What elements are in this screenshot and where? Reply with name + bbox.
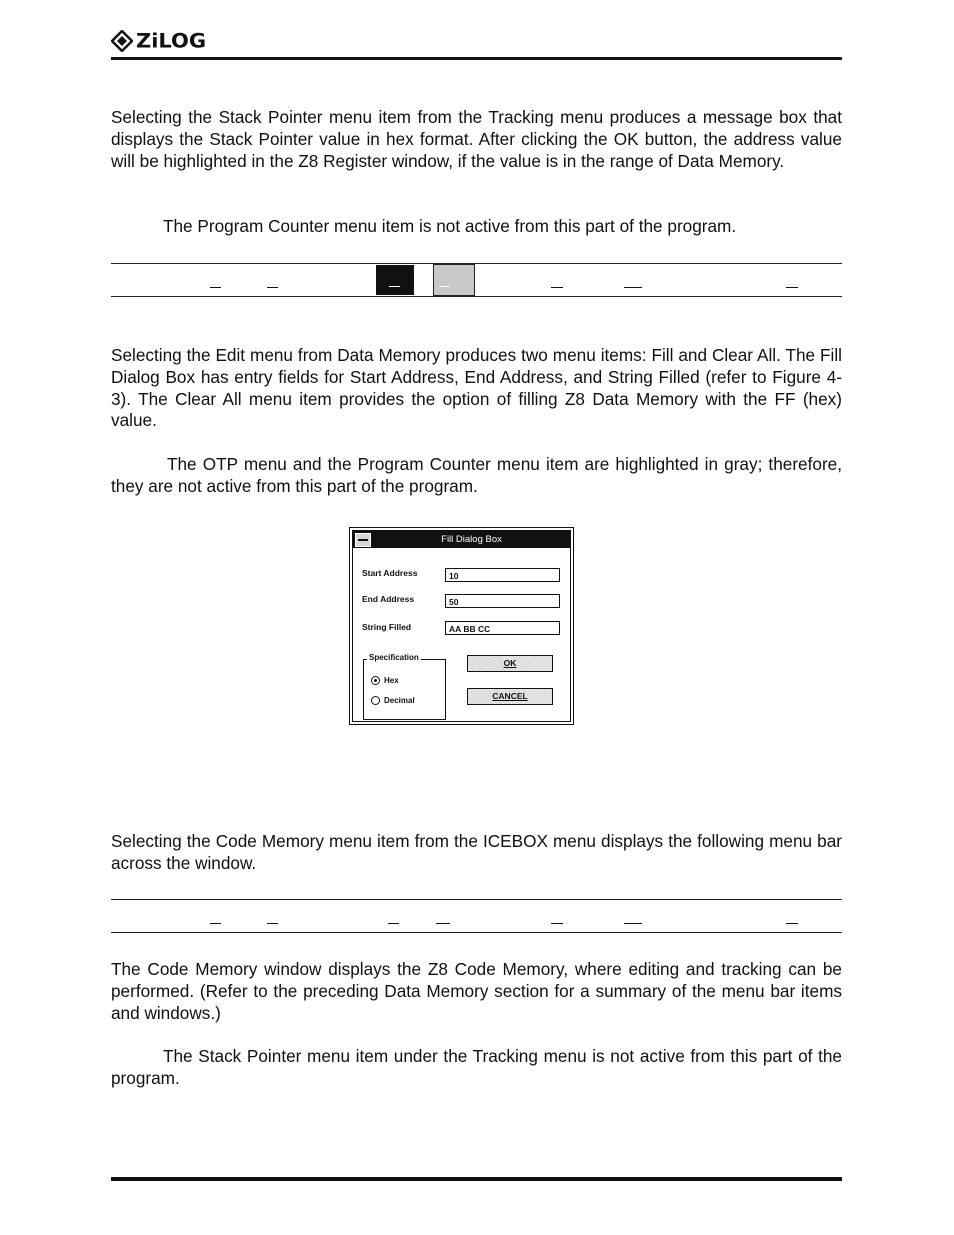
menu-underline <box>786 923 798 924</box>
paragraph-otp-note: The OTP menu and the Program Counter menu item are highlighted in gray; therefore, they are not active from this part of the program. <box>111 454 842 496</box>
header-rule <box>111 57 842 60</box>
zilog-logo <box>111 29 206 53</box>
logo-text: ZiLOG <box>136 29 207 53</box>
paragraph-stack-pointer: Selecting the Stack Pointer menu item from the Tracking menu produces a message box that displays the Stack Pointer value in hex format. After clicking the OK button, the address value will be highlighted in the Z8 Register window, if the value is in the range of Data Memory. <box>111 107 842 171</box>
paragraph-stack-pointer-note: The Stack Pointer menu item under the Tracking menu is not active from this part of the program. <box>111 1046 842 1088</box>
menu-underline <box>267 923 278 924</box>
zilog-logo-icon <box>111 30 133 52</box>
end-address-label: End Address <box>362 594 415 604</box>
menu-underline <box>210 923 221 924</box>
menu-underline <box>210 287 221 288</box>
start-address-field[interactable]: 10 <box>445 568 560 582</box>
paragraph-edit-menu: Selecting the Edit menu from Data Memory produces two menu items: Fill and Clear All. The Fill Dialog Box has entry fields for Start Address, End Address, and String Filled (refer to Figure 4-3). The Clear All menu item provides the option of filling Z8 Data Memory with the FF (hex) value. <box>111 345 842 431</box>
menu-underline <box>624 287 642 288</box>
paragraph-program-counter-note: The Program Counter menu item is not active from this part of the program. <box>163 216 737 236</box>
menu-underline <box>551 923 563 924</box>
end-address-field[interactable]: 50 <box>445 594 560 608</box>
paragraph-code-memory: Selecting the Code Memory menu item from the ICEBOX menu displays the following menu bar across the window. <box>111 831 842 873</box>
string-filled-label: String Filled <box>362 622 412 632</box>
dialog-title: Fill Dialog Box <box>441 534 502 545</box>
string-filled-field[interactable]: AA BB CC <box>445 621 560 635</box>
menu-underline <box>786 287 798 288</box>
decimal-radio-label: Decimal <box>384 696 415 705</box>
specification-label: Specification <box>369 653 419 662</box>
menu-item-disabled <box>433 264 475 296</box>
specification-group <box>363 653 446 720</box>
menu-underline <box>267 287 278 288</box>
cancel-button[interactable]: CANCEL <box>467 688 553 705</box>
menu-underline <box>436 923 450 924</box>
start-address-label: Start Address <box>362 568 418 578</box>
menu-underline <box>624 923 642 924</box>
footer-rule <box>111 1177 842 1181</box>
decimal-radio[interactable] <box>371 696 380 705</box>
fill-dialog-box <box>349 527 574 725</box>
hex-radio-label: Hex <box>384 676 399 685</box>
code-memory-menu-bar <box>111 899 842 933</box>
paragraph-code-memory-window: The Code Memory window displays the Z8 Code Memory, where editing and tracking can be performed. (Refer to the preceding Data Memory section for a summary of the menu bar items and windows.) <box>111 959 842 1023</box>
menu-underline <box>388 923 399 924</box>
menu-underline <box>551 287 563 288</box>
menu-item-highlighted[interactable] <box>376 265 414 295</box>
hex-radio[interactable] <box>371 676 380 685</box>
ok-button[interactable]: OK <box>467 655 553 672</box>
data-memory-menu-bar <box>111 263 842 297</box>
dialog-title-bar <box>353 531 570 548</box>
